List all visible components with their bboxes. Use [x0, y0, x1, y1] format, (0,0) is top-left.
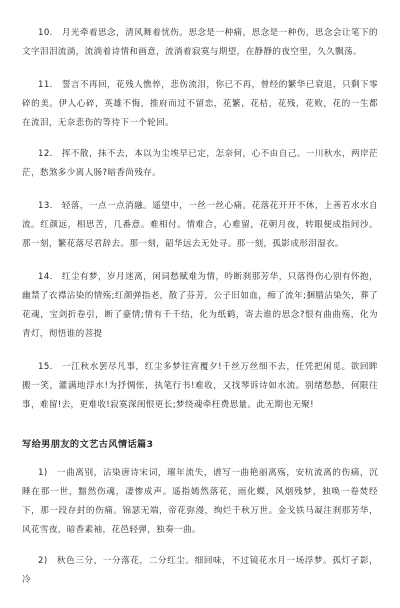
section-title: 写给男朋友的文艺古风情话篇3: [22, 439, 154, 450]
section-paragraph-2: [22, 552, 378, 590]
paragraph-text: 15. 一江秋水罢尽凡事，红尘多梦往宵覆夕!千丝万丝细不去，任凭把闲觅。欲回眸搬一笑，灌满地浮水!为抒惆怅，执笔行书!难收，又找琴诉诗如水流。别绪愁愁，何限往事，难留!去，更难收!寂寞深闺恨更长;梦绕魂牵枉费思量。此无期也无聚!: [22, 362, 378, 410]
paragraph-text: 14. 红尘有梦，岁月迷离，闲词愁赋难为情，吟断刹那芳华，只落得伤心别有怀抱，幽禁了衣襟沾染的情殇;红颜弹指老，散了芬芳，公子旧如血，痴了流年;捆腊沾染矢，葬了花魂，宝剑折卷引，断了豪情;情有千千结，化为纸鹤，寄去谁的思念?恨有曲曲殇，化为青灯，彻悟谁的菩提: [22, 272, 378, 339]
section-paragraph-1: [22, 464, 378, 540]
paragraph-15: [22, 358, 378, 415]
paragraph-text: 2) 秋色三分，一分落花，二分红尘。细回味，不过镜花水月一场浮梦。孤灯孑影，冷: [22, 556, 378, 585]
paragraph-13: [22, 197, 378, 254]
paragraph-14: [22, 268, 378, 344]
paragraph-text: 11. 誓言不再回，花残人憔悴，悲伤流泪，你已不再，曾经的繁华已衰退，只剩下零碎的美。伊人心碎，英雄不悔，推府而过不留恋，花繁，花枯，花残，花败，花的一生都在流泪，无奈悲伤的等待下一个轮回。: [22, 80, 378, 128]
paragraph-text: 12. 挥不散，抹不去，本以为尘埃早已定，怎奈何，心不由自己。一川秋水，两岸茫茫，愁煞多少离人肠?暗香尚残存。: [22, 149, 378, 178]
paragraph-text: 1) 一曲离别，沾染唐诗宋词，璀年流失，谱写一曲艳丽离殇，安杭流离的伤痛，沉睡在那一世，黯然伤魂，凄惨成声。遥指嫣然落花，雨化蝶，风烟残梦，独唤一卷焚经下，那一段存封的伤痛。锦瑟无端，帝花弥漫，绚烂千秋万世。金戈铁马凝注刹那芳华，风花雪夜，暗香素袖，花邑轻弹，独奏一曲。: [22, 468, 378, 535]
paragraph-text: 13. 轻落，一点一点消融。遥望中，一丝一丝心痛。花落花开开不休，上善若水水自流。红颜远，相思苦，几番意。难相付。情难合，心难留，花朝月夜，转眼便成指间沙。那一刻，繁花落尽君辞去。那一刻，韶华远去无处寻。那一刻，孤影成形泪湿衣。: [22, 201, 378, 249]
paragraph-10: [22, 24, 378, 62]
paragraph-text: 10. 月光牵着思念，清风舞着忧伤。思念是一种痛，思念是一种伤，思念会让笔下的文字泪泪流淌，流淌着诗情和画意，流淌着寂寞与期望，在静静的夜空里，久久飘荡。: [22, 28, 378, 57]
paragraph-12: [22, 145, 378, 183]
paragraph-11: [22, 76, 378, 133]
